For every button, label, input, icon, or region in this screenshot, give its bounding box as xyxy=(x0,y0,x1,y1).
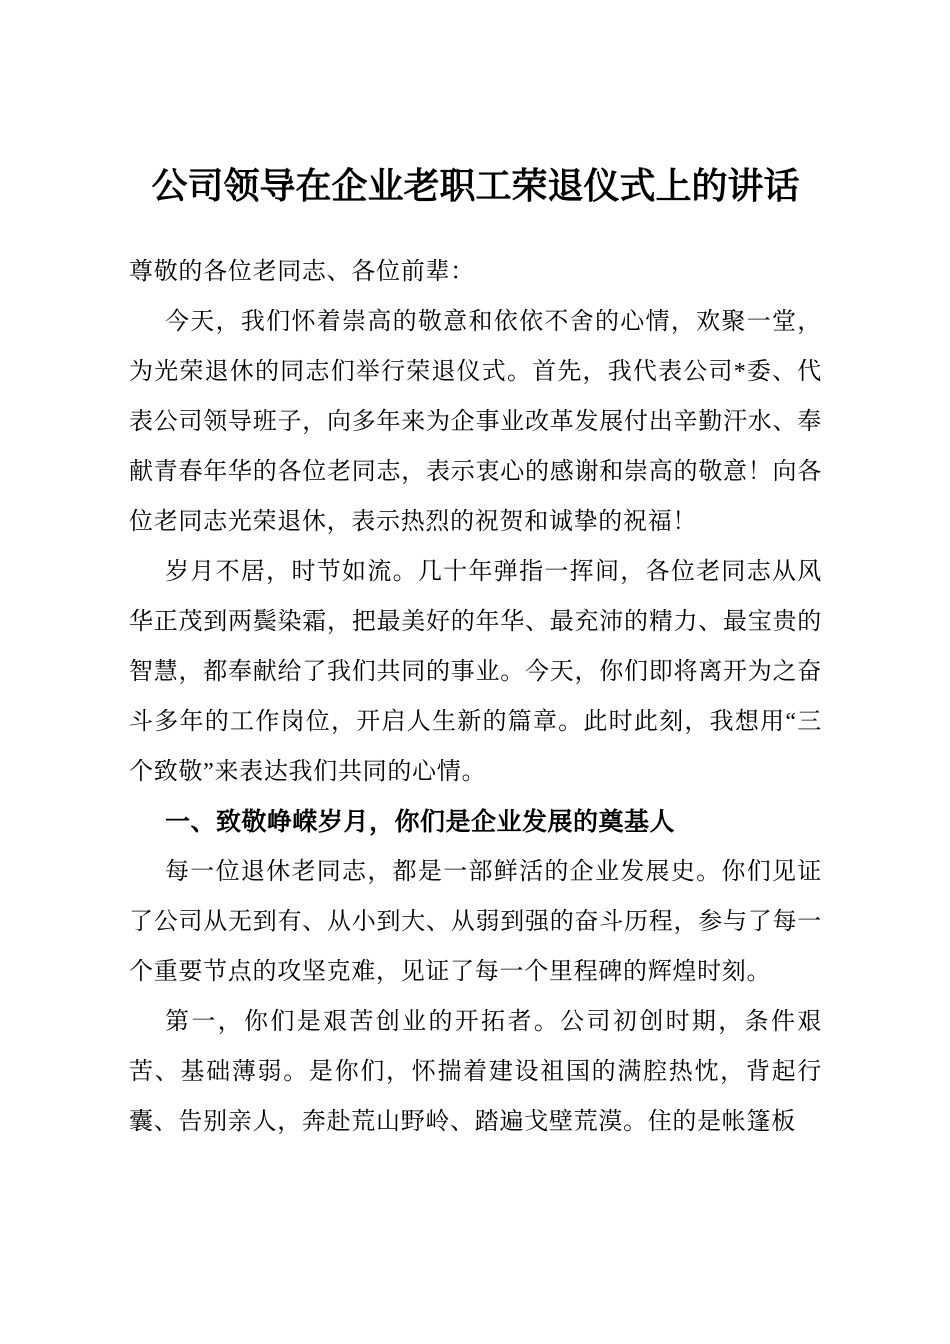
paragraph-history: 每一位退休老同志，都是一部鲜活的企业发展史。你们见证了公司从无到有、从小到大、从弱到强的奋斗历程，参与了每一个重要节点的攻坚克难，见证了每一个里程碑的辉煌时刻。 xyxy=(129,859,822,985)
section-heading-one: 一、致敬峥嵘岁月，你们是企业发展的奠基人 xyxy=(165,808,676,836)
paragraph-opening: 今天，我们怀着崇高的敬意和依依不舍的心情，欢聚一堂，为光荣退休的同志们举行荣退仪式。首先，我代表公司*委、代表公司领导班子，向多年来为企事业改革发展付出辛勤汗水、奉献青春年华的各位老同志，表示衷心的感谢和崇高的敬意！向各位老同志光荣退休，表示热烈的祝贺和诚挚的祝福！ xyxy=(129,309,822,535)
paragraph-pioneers: 第一，你们是艰苦创业的开拓者。公司初创时期，条件艰苦、基础薄弱。是你们，怀揣着建设祖国的满腔热忱，背起行囊、告别亲人，奔赴荒山野岭、踏遍戈壁荒漠。住的是帐篷板 xyxy=(129,1009,822,1135)
document-title: 公司领导在企业老职工荣退仪式上的讲话 xyxy=(151,166,800,206)
salutation-line: 尊敬的各位老同志、各位前辈： xyxy=(129,259,475,285)
paragraph-years: 岁月不居，时节如流。几十年弹指一挥间，各位老同志从风华正茂到两鬓染霜，把最美好的年华、最充沛的精力、最宝贵的智慧，都奉献给了我们共同的事业。今天，你们即将离开为之奋斗多年的工作岗位，开启人生新的篇章。此时此刻，我想用“三个致敬”来表达我们共同的心情。 xyxy=(129,559,822,785)
